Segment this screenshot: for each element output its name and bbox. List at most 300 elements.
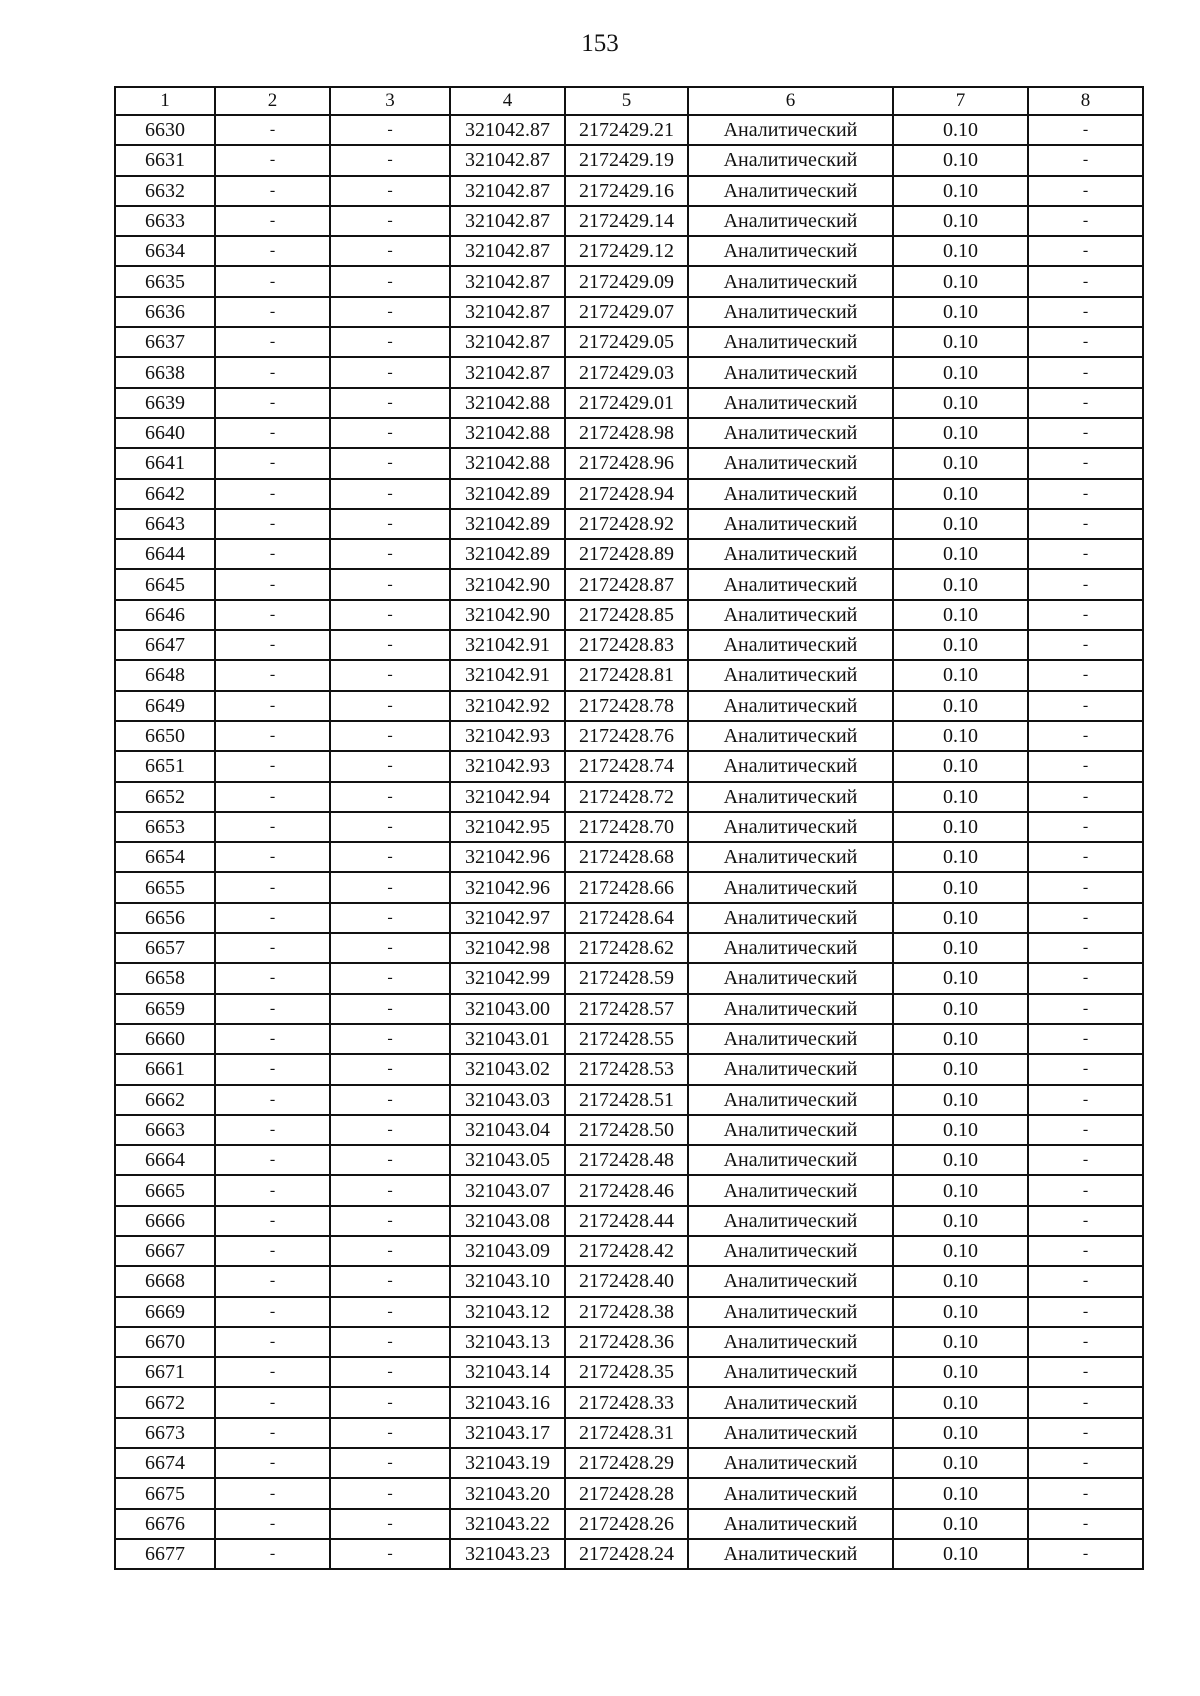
column-8-cell: - — [1028, 1448, 1143, 1478]
accuracy-cell: 0.10 — [893, 872, 1028, 902]
method-cell: Аналитический — [688, 145, 893, 175]
point-number-cell: 6640 — [115, 418, 215, 448]
column-8-cell: - — [1028, 1145, 1143, 1175]
point-number-cell: 6670 — [115, 1327, 215, 1357]
point-number-cell: 6655 — [115, 872, 215, 902]
table-row — [115, 1206, 1143, 1236]
method-cell: Аналитический — [688, 1024, 893, 1054]
method-cell: Аналитический — [688, 236, 893, 266]
column-3-cell: - — [330, 1478, 450, 1508]
column-8-cell: - — [1028, 1085, 1143, 1115]
column-2-cell: - — [215, 963, 330, 993]
x-coordinate-cell: 321043.10 — [450, 1266, 565, 1296]
method-cell: Аналитический — [688, 1357, 893, 1387]
column-8-cell: - — [1028, 751, 1143, 781]
method-cell: Аналитический — [688, 388, 893, 418]
table-row — [115, 1236, 1143, 1266]
accuracy-cell: 0.10 — [893, 115, 1028, 145]
column-3-cell: - — [330, 569, 450, 599]
point-number-cell: 6645 — [115, 569, 215, 599]
y-coordinate-cell: 2172428.62 — [565, 933, 688, 963]
column-8-cell: - — [1028, 509, 1143, 539]
column-8-cell: - — [1028, 1115, 1143, 1145]
x-coordinate-cell: 321042.88 — [450, 418, 565, 448]
column-3-cell: - — [330, 933, 450, 963]
column-header: 2 — [215, 87, 330, 115]
table-row — [115, 1145, 1143, 1175]
y-coordinate-cell: 2172429.07 — [565, 297, 688, 327]
point-number-cell: 6673 — [115, 1418, 215, 1448]
x-coordinate-cell: 321042.87 — [450, 206, 565, 236]
column-2-cell: - — [215, 418, 330, 448]
table-row — [115, 479, 1143, 509]
point-number-cell: 6630 — [115, 115, 215, 145]
y-coordinate-cell: 2172428.31 — [565, 1418, 688, 1448]
y-coordinate-cell: 2172428.57 — [565, 994, 688, 1024]
x-coordinate-cell: 321042.88 — [450, 448, 565, 478]
column-2-cell: - — [215, 1206, 330, 1236]
x-coordinate-cell: 321043.20 — [450, 1478, 565, 1508]
column-8-cell: - — [1028, 1175, 1143, 1205]
column-8-cell: - — [1028, 388, 1143, 418]
method-cell: Аналитический — [688, 660, 893, 690]
method-cell: Аналитический — [688, 1387, 893, 1417]
y-coordinate-cell: 2172428.29 — [565, 1448, 688, 1478]
point-number-cell: 6648 — [115, 660, 215, 690]
column-2-cell: - — [215, 206, 330, 236]
column-2-cell: - — [215, 903, 330, 933]
column-3-cell: - — [330, 1448, 450, 1478]
x-coordinate-cell: 321042.92 — [450, 691, 565, 721]
column-header: 5 — [565, 87, 688, 115]
table-row — [115, 994, 1143, 1024]
table-row — [115, 1085, 1143, 1115]
x-coordinate-cell: 321043.01 — [450, 1024, 565, 1054]
x-coordinate-cell: 321043.03 — [450, 1085, 565, 1115]
method-cell: Аналитический — [688, 600, 893, 630]
x-coordinate-cell: 321042.96 — [450, 842, 565, 872]
column-8-cell: - — [1028, 812, 1143, 842]
x-coordinate-cell: 321042.87 — [450, 357, 565, 387]
point-number-cell: 6663 — [115, 1115, 215, 1145]
method-cell: Аналитический — [688, 842, 893, 872]
table-row — [115, 903, 1143, 933]
column-2-cell: - — [215, 1297, 330, 1327]
point-number-cell: 6634 — [115, 236, 215, 266]
y-coordinate-cell: 2172428.55 — [565, 1024, 688, 1054]
table-row — [115, 176, 1143, 206]
accuracy-cell: 0.10 — [893, 448, 1028, 478]
column-2-cell: - — [215, 1327, 330, 1357]
table-row — [115, 1327, 1143, 1357]
column-header: 4 — [450, 87, 565, 115]
column-2-cell: - — [215, 327, 330, 357]
x-coordinate-cell: 321042.96 — [450, 872, 565, 902]
column-3-cell: - — [330, 1357, 450, 1387]
x-coordinate-cell: 321042.87 — [450, 115, 565, 145]
column-2-cell: - — [215, 933, 330, 963]
x-coordinate-cell: 321042.97 — [450, 903, 565, 933]
column-2-cell: - — [215, 812, 330, 842]
accuracy-cell: 0.10 — [893, 721, 1028, 751]
method-cell: Аналитический — [688, 933, 893, 963]
column-3-cell: - — [330, 115, 450, 145]
accuracy-cell: 0.10 — [893, 297, 1028, 327]
table-row — [115, 1266, 1143, 1296]
accuracy-cell: 0.10 — [893, 357, 1028, 387]
column-8-cell: - — [1028, 933, 1143, 963]
method-cell: Аналитический — [688, 903, 893, 933]
table-row — [115, 569, 1143, 599]
y-coordinate-cell: 2172428.36 — [565, 1327, 688, 1357]
column-2-cell: - — [215, 1236, 330, 1266]
accuracy-cell: 0.10 — [893, 1478, 1028, 1508]
column-8-cell: - — [1028, 660, 1143, 690]
table-row — [115, 1175, 1143, 1205]
column-3-cell: - — [330, 297, 450, 327]
y-coordinate-cell: 2172428.33 — [565, 1387, 688, 1417]
x-coordinate-cell: 321042.89 — [450, 479, 565, 509]
method-cell: Аналитический — [688, 448, 893, 478]
table-row — [115, 630, 1143, 660]
column-2-cell: - — [215, 751, 330, 781]
column-8-cell: - — [1028, 479, 1143, 509]
column-2-cell: - — [215, 479, 330, 509]
y-coordinate-cell: 2172428.24 — [565, 1539, 688, 1569]
method-cell: Аналитический — [688, 115, 893, 145]
y-coordinate-cell: 2172429.14 — [565, 206, 688, 236]
method-cell: Аналитический — [688, 812, 893, 842]
table-body — [115, 115, 1143, 1569]
column-8-cell: - — [1028, 1236, 1143, 1266]
x-coordinate-cell: 321042.87 — [450, 266, 565, 296]
accuracy-cell: 0.10 — [893, 236, 1028, 266]
column-8-cell: - — [1028, 782, 1143, 812]
column-3-cell: - — [330, 1054, 450, 1084]
point-number-cell: 6631 — [115, 145, 215, 175]
accuracy-cell: 0.10 — [893, 569, 1028, 599]
table-row — [115, 206, 1143, 236]
column-3-cell: - — [330, 418, 450, 448]
column-3-cell: - — [330, 1085, 450, 1115]
y-coordinate-cell: 2172428.98 — [565, 418, 688, 448]
column-header: 3 — [330, 87, 450, 115]
y-coordinate-cell: 2172428.64 — [565, 903, 688, 933]
column-3-cell: - — [330, 963, 450, 993]
column-3-cell: - — [330, 630, 450, 660]
accuracy-cell: 0.10 — [893, 1539, 1028, 1569]
x-coordinate-cell: 321043.17 — [450, 1418, 565, 1448]
y-coordinate-cell: 2172428.72 — [565, 782, 688, 812]
method-cell: Аналитический — [688, 176, 893, 206]
method-cell: Аналитический — [688, 1509, 893, 1539]
point-number-cell: 6653 — [115, 812, 215, 842]
column-8-cell: - — [1028, 448, 1143, 478]
point-number-cell: 6662 — [115, 1085, 215, 1115]
column-3-cell: - — [330, 266, 450, 296]
column-2-cell: - — [215, 994, 330, 1024]
table-row — [115, 1478, 1143, 1508]
y-coordinate-cell: 2172429.09 — [565, 266, 688, 296]
point-number-cell: 6651 — [115, 751, 215, 781]
x-coordinate-cell: 321043.08 — [450, 1206, 565, 1236]
point-number-cell: 6632 — [115, 176, 215, 206]
method-cell: Аналитический — [688, 721, 893, 751]
x-coordinate-cell: 321043.12 — [450, 1297, 565, 1327]
accuracy-cell: 0.10 — [893, 1236, 1028, 1266]
table-row — [115, 963, 1143, 993]
y-coordinate-cell: 2172428.92 — [565, 509, 688, 539]
accuracy-cell: 0.10 — [893, 1327, 1028, 1357]
column-8-cell: - — [1028, 539, 1143, 569]
table-row — [115, 660, 1143, 690]
column-8-cell: - — [1028, 1478, 1143, 1508]
column-8-cell: - — [1028, 1357, 1143, 1387]
column-3-cell: - — [330, 1115, 450, 1145]
point-number-cell: 6657 — [115, 933, 215, 963]
column-8-cell: - — [1028, 1327, 1143, 1357]
y-coordinate-cell: 2172428.38 — [565, 1297, 688, 1327]
point-number-cell: 6650 — [115, 721, 215, 751]
column-3-cell: - — [330, 1418, 450, 1448]
table-row — [115, 1509, 1143, 1539]
column-8-cell: - — [1028, 1266, 1143, 1296]
table-row — [115, 1539, 1143, 1569]
table-row — [115, 782, 1143, 812]
accuracy-cell: 0.10 — [893, 1024, 1028, 1054]
y-coordinate-cell: 2172428.26 — [565, 1509, 688, 1539]
column-2-cell: - — [215, 115, 330, 145]
column-3-cell: - — [330, 1024, 450, 1054]
column-3-cell: - — [330, 1206, 450, 1236]
point-number-cell: 6636 — [115, 297, 215, 327]
y-coordinate-cell: 2172428.48 — [565, 1145, 688, 1175]
column-2-cell: - — [215, 1539, 330, 1569]
point-number-cell: 6644 — [115, 539, 215, 569]
column-2-cell: - — [215, 600, 330, 630]
column-3-cell: - — [330, 1327, 450, 1357]
column-2-cell: - — [215, 539, 330, 569]
method-cell: Аналитический — [688, 1266, 893, 1296]
point-number-cell: 6661 — [115, 1054, 215, 1084]
accuracy-cell: 0.10 — [893, 1206, 1028, 1236]
y-coordinate-cell: 2172428.50 — [565, 1115, 688, 1145]
y-coordinate-cell: 2172428.81 — [565, 660, 688, 690]
method-cell: Аналитический — [688, 1236, 893, 1266]
column-2-cell: - — [215, 297, 330, 327]
column-8-cell: - — [1028, 1206, 1143, 1236]
table-row — [115, 357, 1143, 387]
accuracy-cell: 0.10 — [893, 1266, 1028, 1296]
point-number-cell: 6656 — [115, 903, 215, 933]
y-coordinate-cell: 2172428.89 — [565, 539, 688, 569]
x-coordinate-cell: 321043.05 — [450, 1145, 565, 1175]
x-coordinate-cell: 321042.91 — [450, 630, 565, 660]
column-2-cell: - — [215, 1145, 330, 1175]
accuracy-cell: 0.10 — [893, 509, 1028, 539]
column-8-cell: - — [1028, 872, 1143, 902]
column-8-cell: - — [1028, 1024, 1143, 1054]
accuracy-cell: 0.10 — [893, 1418, 1028, 1448]
column-3-cell: - — [330, 357, 450, 387]
x-coordinate-cell: 321042.95 — [450, 812, 565, 842]
column-8-cell: - — [1028, 963, 1143, 993]
x-coordinate-cell: 321043.23 — [450, 1539, 565, 1569]
column-3-cell: - — [330, 1236, 450, 1266]
accuracy-cell: 0.10 — [893, 266, 1028, 296]
y-coordinate-cell: 2172428.78 — [565, 691, 688, 721]
column-2-cell: - — [215, 842, 330, 872]
x-coordinate-cell: 321042.90 — [450, 600, 565, 630]
column-8-cell: - — [1028, 1418, 1143, 1448]
column-3-cell: - — [330, 994, 450, 1024]
column-8-cell: - — [1028, 600, 1143, 630]
point-number-cell: 6646 — [115, 600, 215, 630]
column-2-cell: - — [215, 1387, 330, 1417]
accuracy-cell: 0.10 — [893, 1175, 1028, 1205]
column-2-cell: - — [215, 1357, 330, 1387]
accuracy-cell: 0.10 — [893, 600, 1028, 630]
accuracy-cell: 0.10 — [893, 327, 1028, 357]
y-coordinate-cell: 2172428.53 — [565, 1054, 688, 1084]
column-2-cell: - — [215, 782, 330, 812]
x-coordinate-cell: 321042.87 — [450, 145, 565, 175]
accuracy-cell: 0.10 — [893, 751, 1028, 781]
x-coordinate-cell: 321042.89 — [450, 509, 565, 539]
column-2-cell: - — [215, 176, 330, 206]
y-coordinate-cell: 2172428.76 — [565, 721, 688, 751]
column-2-cell: - — [215, 1266, 330, 1296]
column-2-cell: - — [215, 1509, 330, 1539]
table-row — [115, 327, 1143, 357]
method-cell: Аналитический — [688, 1418, 893, 1448]
table-row — [115, 751, 1143, 781]
column-2-cell: - — [215, 872, 330, 902]
column-8-cell: - — [1028, 115, 1143, 145]
table-row — [115, 297, 1143, 327]
point-number-cell: 6659 — [115, 994, 215, 1024]
table-row — [115, 1418, 1143, 1448]
x-coordinate-cell: 321042.90 — [450, 569, 565, 599]
accuracy-cell: 0.10 — [893, 479, 1028, 509]
table-row — [115, 418, 1143, 448]
x-coordinate-cell: 321042.94 — [450, 782, 565, 812]
point-number-cell: 6668 — [115, 1266, 215, 1296]
column-8-cell: - — [1028, 569, 1143, 599]
point-number-cell: 6664 — [115, 1145, 215, 1175]
accuracy-cell: 0.10 — [893, 782, 1028, 812]
accuracy-cell: 0.10 — [893, 388, 1028, 418]
method-cell: Аналитический — [688, 206, 893, 236]
column-2-cell: - — [215, 691, 330, 721]
table-row — [115, 933, 1143, 963]
accuracy-cell: 0.10 — [893, 994, 1028, 1024]
point-number-cell: 6649 — [115, 691, 215, 721]
method-cell: Аналитический — [688, 266, 893, 296]
accuracy-cell: 0.10 — [893, 206, 1028, 236]
column-3-cell: - — [330, 842, 450, 872]
column-8-cell: - — [1028, 1509, 1143, 1539]
point-number-cell: 6666 — [115, 1206, 215, 1236]
column-3-cell: - — [330, 206, 450, 236]
accuracy-cell: 0.10 — [893, 1054, 1028, 1084]
column-2-cell: - — [215, 266, 330, 296]
column-2-cell: - — [215, 1175, 330, 1205]
point-number-cell: 6654 — [115, 842, 215, 872]
accuracy-cell: 0.10 — [893, 145, 1028, 175]
table-row — [115, 1387, 1143, 1417]
accuracy-cell: 0.10 — [893, 842, 1028, 872]
method-cell: Аналитический — [688, 963, 893, 993]
column-3-cell: - — [330, 872, 450, 902]
column-8-cell: - — [1028, 266, 1143, 296]
page-number: 153 — [581, 30, 619, 57]
y-coordinate-cell: 2172429.16 — [565, 176, 688, 206]
y-coordinate-cell: 2172428.70 — [565, 812, 688, 842]
method-cell: Аналитический — [688, 994, 893, 1024]
point-number-cell: 6660 — [115, 1024, 215, 1054]
y-coordinate-cell: 2172429.01 — [565, 388, 688, 418]
column-2-cell: - — [215, 1085, 330, 1115]
x-coordinate-cell: 321042.87 — [450, 327, 565, 357]
y-coordinate-cell: 2172429.19 — [565, 145, 688, 175]
header-row — [115, 87, 1143, 115]
x-coordinate-cell: 321043.02 — [450, 1054, 565, 1084]
column-8-cell: - — [1028, 691, 1143, 721]
column-8-cell: - — [1028, 1539, 1143, 1569]
column-8-cell: - — [1028, 903, 1143, 933]
method-cell: Аналитический — [688, 509, 893, 539]
column-8-cell: - — [1028, 327, 1143, 357]
column-3-cell: - — [330, 1145, 450, 1175]
point-number-cell: 6672 — [115, 1387, 215, 1417]
y-coordinate-cell: 2172428.51 — [565, 1085, 688, 1115]
column-8-cell: - — [1028, 357, 1143, 387]
accuracy-cell: 0.10 — [893, 1297, 1028, 1327]
column-3-cell: - — [330, 691, 450, 721]
method-cell: Аналитический — [688, 782, 893, 812]
column-header: 7 — [893, 87, 1028, 115]
table-row — [115, 509, 1143, 539]
column-3-cell: - — [330, 1387, 450, 1417]
method-cell: Аналитический — [688, 1327, 893, 1357]
point-number-cell: 6639 — [115, 388, 215, 418]
column-8-cell: - — [1028, 842, 1143, 872]
column-2-cell: - — [215, 236, 330, 266]
x-coordinate-cell: 321042.99 — [450, 963, 565, 993]
method-cell: Аналитический — [688, 1206, 893, 1236]
method-cell: Аналитический — [688, 872, 893, 902]
column-8-cell: - — [1028, 145, 1143, 175]
column-2-cell: - — [215, 448, 330, 478]
x-coordinate-cell: 321042.89 — [450, 539, 565, 569]
coordinates-table — [114, 86, 1144, 1570]
point-number-cell: 6669 — [115, 1297, 215, 1327]
column-3-cell: - — [330, 509, 450, 539]
table-row — [115, 1024, 1143, 1054]
point-number-cell: 6635 — [115, 266, 215, 296]
method-cell: Аналитический — [688, 1085, 893, 1115]
point-number-cell: 6643 — [115, 509, 215, 539]
table-row — [115, 266, 1143, 296]
accuracy-cell: 0.10 — [893, 1085, 1028, 1115]
table-row — [115, 1115, 1143, 1145]
point-number-cell: 6675 — [115, 1478, 215, 1508]
method-cell: Аналитический — [688, 539, 893, 569]
column-3-cell: - — [330, 236, 450, 266]
column-8-cell: - — [1028, 1297, 1143, 1327]
accuracy-cell: 0.10 — [893, 933, 1028, 963]
